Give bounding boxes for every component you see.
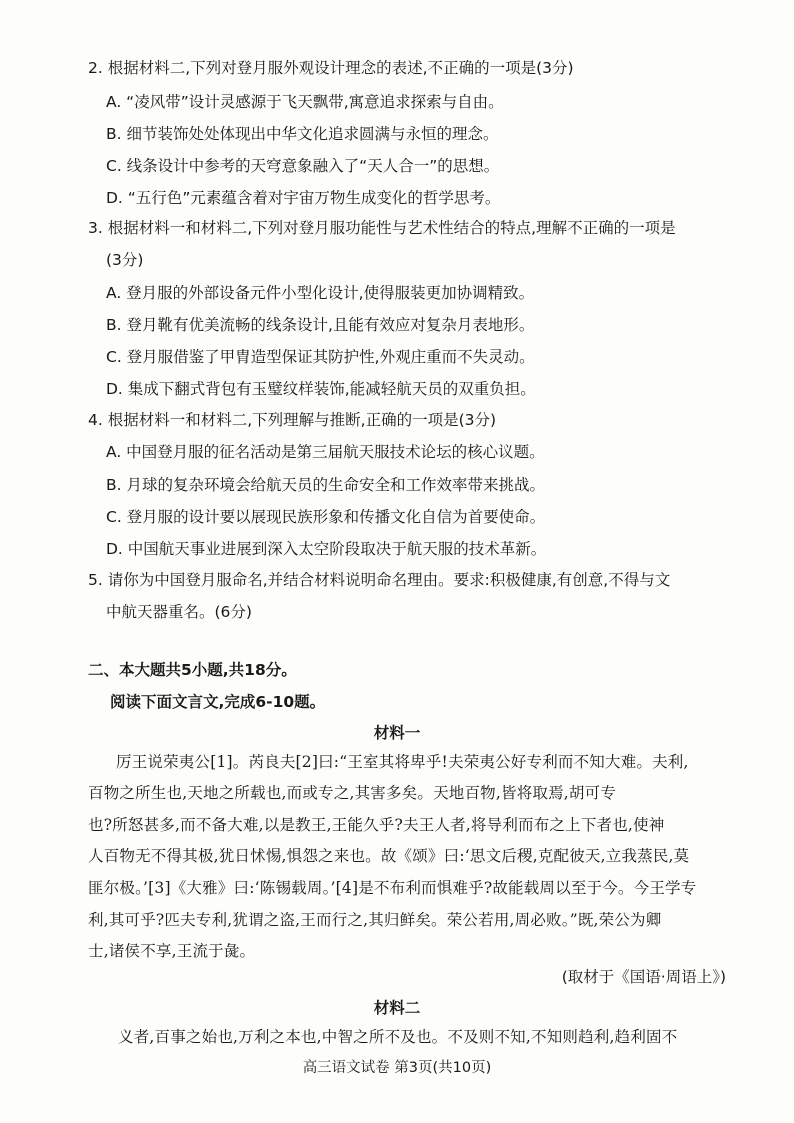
q5-stem-line1: 5. 请你为中国登月服命名,并结合材料说明命名理由。要求:积极健康,有创意,不得与文 [88, 571, 671, 589]
q4-option-c: C. 登月服的设计要以展现民族形象和传播文化自信为首要使命。 [106, 508, 546, 526]
material1-line-4: 人百物无不得其极,犹日怵惕,惧怨之来也。故《颂》曰:‘思文后稷,克配彼天,立我蒸民,莫 [88, 847, 690, 865]
q2-option-d: D. “五行色”元素蕴含着对宇宙万物生成变化的哲学思考。 [106, 189, 501, 207]
section-instruction: 阅读下面文言文,完成6-10题。 [110, 693, 326, 711]
q5-stem-line2: 中航天器重名。(6分) [106, 603, 252, 621]
q3-stem-line1: 3. 根据材料一和材料二,下列对登月服功能性与艺术性结合的特点,理解不正确的一项是 [88, 219, 676, 237]
material1-line-2: 百物之所生也,天地之所载也,而或专之,其害多矣。天地百物,皆将取焉,胡可专 [88, 784, 617, 802]
q4-option-d: D. 中国航天事业进展到深入太空阶段取决于航天服的技术革新。 [106, 540, 547, 558]
material1-heading: 材料一 [373, 724, 421, 742]
material1-line-5: 匪尔极。’[3]《大雅》曰:‘陈锡载周。’[4]是不布利而惧难乎?故能载周以至于今。今王学专 [88, 879, 697, 897]
material1-line-1: 厉王说荣夷公[1]。芮良夫[2]曰:“王室其将卑乎!夫荣夷公好专利而不知大难。夫利, [116, 753, 689, 771]
q4-option-a: A. 中国登月服的征名活动是第三届航天服技术论坛的核心议题。 [106, 443, 545, 461]
material1-source: (取材于《国语·周语上》) [561, 968, 726, 986]
material1-line-7: 士,诸侯不享,王流于彘。 [88, 942, 256, 960]
q3-stem-line2: (3分) [106, 251, 144, 269]
q2-option-a: A. “凌风带”设计灵感源于飞天飘带,寓意追求探索与自由。 [106, 93, 504, 111]
q3-option-d: D. 集成下翻式背包有玉璧纹样装饰,能减轻航天员的双重负担。 [106, 380, 536, 398]
material1-line-3: 也?所怒甚多,而不备大难,以是教王,王能久乎?夫王人者,将导利而布之上下者也,使神 [88, 816, 665, 834]
q2-option-b: B. 细节装饰处处体现出中华文化追求圆满与永恒的理念。 [106, 125, 499, 143]
q2-stem: 2. 根据材料二,下列对登月服外观设计理念的表述,不正确的一项是(3分) [88, 59, 574, 77]
q2-option-c: C. 线条设计中参考的天穹意象融入了“天人合一”的思想。 [106, 157, 500, 175]
material2-line-1: 义者,百事之始也,万利之本也,中智之所不及也。不及则不知,不知则趋利,趋利固不 [118, 1028, 678, 1046]
q3-option-c: C. 登月服借鉴了甲胄造型保证其防护性,外观庄重而不失灵动。 [106, 348, 535, 366]
q4-option-b: B. 月球的复杂环境会给航天员的生命安全和工作效率带来挑战。 [106, 476, 545, 494]
q4-stem: 4. 根据材料一和材料二,下列理解与推断,正确的一项是(3分) [88, 411, 497, 429]
section-title: 二、本大题共5小题,共18分。 [88, 661, 297, 679]
page-footer: 高三语文试卷 第3页(共10页) [302, 1060, 492, 1076]
q3-option-b: B. 登月靴有优美流畅的线条设计,且能有效应对复杂月表地形。 [106, 316, 535, 334]
material2-heading: 材料二 [373, 999, 421, 1017]
q3-option-a: A. 登月服的外部设备元件小型化设计,使得服装更加协调精致。 [106, 284, 535, 302]
material1-line-6: 利,其可乎?匹夫专利,犹谓之盗,王而行之,其归鲜矣。荣公若用,周必败。”既,荣公为卿 [88, 911, 662, 929]
